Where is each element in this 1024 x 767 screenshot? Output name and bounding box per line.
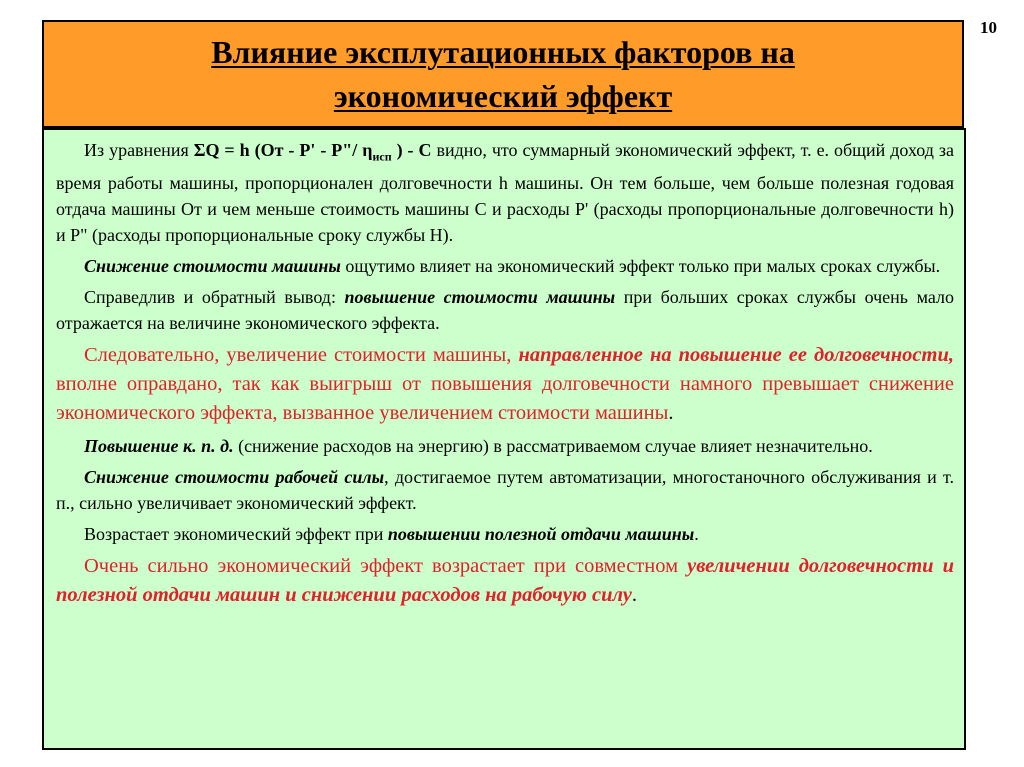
- slide-number: 10: [980, 18, 997, 37]
- p4-text-1: Следовательно, увеличение стоимости машины,: [84, 343, 519, 366]
- p4-text-2: вполне оправдано, так как выигрыш от повышения долговечности намного превышает снижение экономического эффекта, вызванное увеличением стоимости машины: [56, 372, 954, 424]
- equation-main: ΣQ = h (От - Р' - Р"/ η: [193, 140, 373, 160]
- content-panel: [42, 128, 966, 750]
- paragraph-conclusion-red: [56, 341, 954, 428]
- title-line-2: экономический эффект: [333, 78, 673, 114]
- title-banner: [42, 20, 964, 128]
- paragraph-equation: [56, 137, 954, 248]
- paragraph-inverse-conclusion: [56, 284, 954, 336]
- p3-text-2: при больших сроках службы очень мало отражается на величине экономического эффекта.: [56, 286, 954, 333]
- p3-emphasis: повышение стоимости машины: [344, 286, 616, 307]
- paragraph-output: [56, 521, 954, 547]
- p5-text: (снижение расходов на энергию) в рассматриваемом случае влияет незначительно.: [233, 435, 873, 456]
- p7-text-1: Возрастает экономический эффект при: [84, 523, 388, 544]
- equation-end: ) - С: [391, 140, 432, 160]
- p8-emphasis: увеличении долговечности и полезной отдачи машин и снижении расходов на рабочую силу: [56, 554, 954, 606]
- p6-emphasis: Снижение стоимости рабочей силы: [84, 466, 385, 487]
- title-line-1: Влияние эксплутационных факторов на: [211, 34, 795, 70]
- paragraph-labor-cost: [56, 464, 954, 516]
- paragraph-combined-red: [56, 552, 954, 610]
- p7-end: .: [694, 523, 699, 544]
- p6-text: , достигаемое путем автоматизации, многостаночного обслуживания и т. п., сильно увеличивает экономический эффект.: [56, 466, 954, 513]
- paragraph-efficiency: [56, 433, 954, 459]
- equation-subscript: исп: [372, 149, 392, 164]
- p2-emphasis: Снижение стоимости машины: [84, 255, 341, 276]
- p8-text-1: Очень сильно экономический эффект возрастает при совместном: [84, 554, 688, 577]
- equation: [193, 140, 432, 164]
- p4-end: .: [668, 401, 674, 424]
- p4-emphasis: направленное на повышение ее долговечности,: [518, 343, 954, 366]
- p8-end: .: [631, 583, 637, 606]
- p7-emphasis: повышении полезной отдачи машины: [387, 523, 695, 544]
- p2-text: ощутимо влияет на экономический эффект только при малых сроках службы.: [340, 255, 941, 276]
- p3-text-1: Справедлив и обратный вывод:: [84, 286, 345, 307]
- paragraph-cost-reduction: [56, 253, 954, 279]
- p1-text-2: видно, что суммарный экономический эффект, т. е. общий доход за время работы машины, пропорционален долговечности h машины. Он тем больше, чем больше полезная годовая отдача машины От и чем меньше стоимость машины С и расходы Р' (расходы пропорциональные долговечности h) и Р" (расходы пропорциональные сроку службы Н).: [56, 140, 954, 245]
- p5-emphasis: Повышение к. п. д.: [84, 435, 234, 456]
- p1-text-1: Из уравнения: [84, 140, 194, 160]
